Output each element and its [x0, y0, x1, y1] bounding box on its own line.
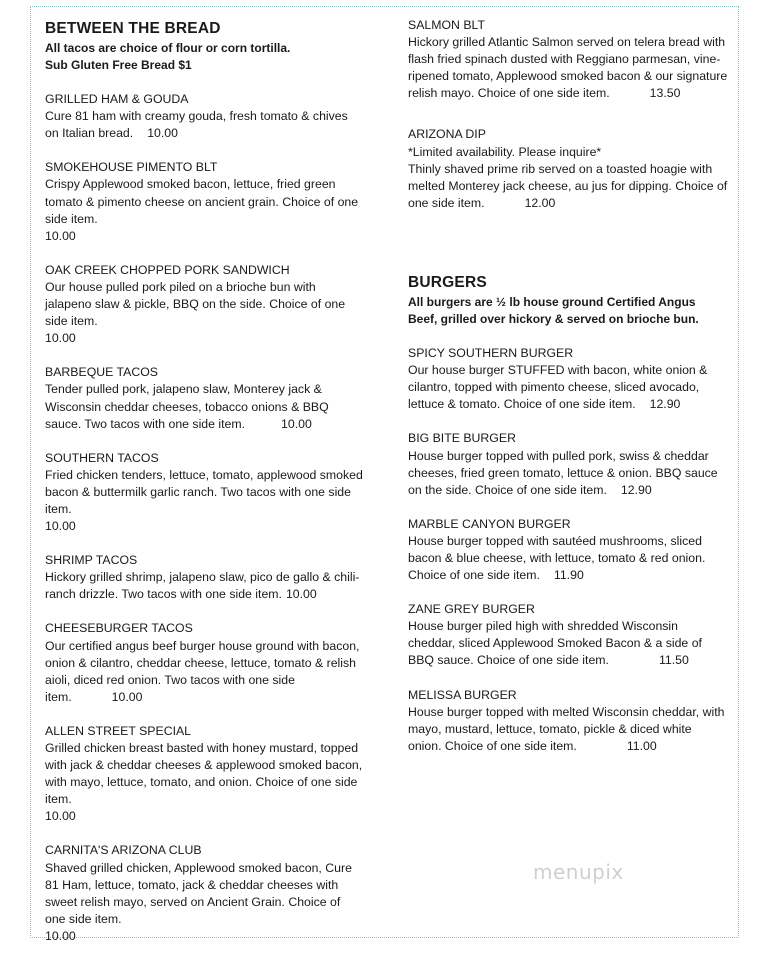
item-desc: Shaved grilled chicken, Applewood smoked bacon, Cure 81 Ham, lettuce, tomato, jack & cheddar cheeses with sweet relish mayo, served on Ancient Grain. Choice of one side item. — [45, 860, 352, 926]
item-name: SALMON BLT — [408, 18, 485, 32]
item-desc: Cure 81 ham with creamy gouda, fresh tomato & chives on Italian bread. — [45, 109, 348, 141]
item-price: 10.00 — [45, 809, 76, 824]
item-note: *Limited availability. Please inquire* — [408, 144, 602, 159]
item-price: 10.00 — [45, 228, 76, 243]
item-name: ALLEN STREET SPECIAL — [45, 723, 192, 738]
item-desc: Hickory grilled Atlantic Salmon served on telera bread with flash fried spinach dusted with Reggiano parmesan, vine-ripened tomato, Applewood smoked bacon & our signature relish mayo. Choice of one side item. — [408, 35, 728, 101]
menu-item — [45, 262, 363, 347]
menu-item — [408, 516, 728, 584]
item-name: SOUTHERN TACOS — [45, 450, 159, 465]
item-price: 12.90 — [649, 397, 681, 412]
section-note: Sub Gluten Free Bread $1 — [45, 58, 192, 73]
item-desc: Crispy Applewood smoked bacon, lettuce, fried green tomato & pimento cheese on ancient grain. Choice of one side item. — [45, 177, 359, 226]
item-price: 10.00 — [45, 519, 76, 534]
item-desc: Hickory grilled shrimp, jalapeno slaw, pico de gallo & chili-ranch drizzle. Two tacos with one side item. — [45, 570, 360, 602]
menu-item — [45, 620, 363, 705]
item-name: SHRIMP TACOS — [45, 553, 138, 568]
item-price: 10.00 — [285, 587, 317, 602]
menu-item — [408, 345, 728, 413]
item-name: OAK CREEK CHOPPED PORK SANDWICH — [45, 262, 290, 277]
item-name: CARNITA'S ARIZONA CLUB — [45, 843, 202, 858]
item-desc: House burger topped with sautéed mushrooms, sliced bacon & blue cheese, with lettuce, tomato & red onion. Choice of one side item. — [408, 533, 706, 583]
item-price: 11.90 — [553, 568, 584, 583]
item-name: SPICY SOUTHERN BURGER — [408, 346, 574, 361]
item-desc: House burger topped with pulled pork, swiss & cheddar cheeses, fried green tomato, lettuce & onion. BBQ sauce on the side. Choice of one side item. — [408, 448, 718, 497]
menu-item — [45, 723, 363, 826]
item-desc: Our certified angus beef burger house ground with bacon, onion & cilantro, cheddar cheese, lettuce, tomato & relish aioli, diced red onion. Two tacos with one side item. — [45, 638, 360, 704]
item-price: 10.00 — [147, 126, 178, 141]
item-name: BIG BITE BURGER — [408, 431, 516, 446]
menu-item — [408, 430, 728, 498]
menu-item — [408, 17, 728, 102]
left-column — [45, 14, 363, 945]
item-name: MARBLE CANYON BURGER — [408, 516, 571, 531]
section-title-between-the-bread: BETWEEN THE BREAD — [45, 20, 221, 37]
menu-item — [45, 842, 363, 945]
item-price: 10.00 — [45, 928, 76, 943]
item-price: 10.00 — [281, 416, 312, 431]
item-price: 13.50 — [649, 86, 681, 101]
item-desc: Thinly shaved prime rib served on a toasted hoagie with melted Monterey jack cheese, au jus for dipping. Choice of one side item. — [408, 161, 728, 210]
item-desc: House burger topped with melted Wisconsin cheddar, with mayo, mustard, lettuce, tomato, pickle & diced white onion. Choice of one side item. — [408, 704, 725, 753]
item-desc: Our house burger STUFFED with bacon, white onion & cilantro, topped with pimento cheese, sliced avocado, lettuce & tomato. Choice of one side item. — [408, 363, 708, 412]
menu-item — [408, 687, 728, 755]
menu-item — [45, 159, 363, 244]
section-title-burgers: BURGERS — [408, 273, 487, 291]
right-column — [408, 5, 728, 755]
menu-item — [45, 364, 363, 432]
item-name: MELISSA BURGER — [408, 687, 517, 702]
item-desc: Our house pulled pork piled on a brioche bun with jalapeno slaw & pickle, BBQ on the side. Choice of one side item. — [45, 279, 346, 329]
item-name: ZANE GREY BURGER — [408, 602, 535, 617]
item-desc: House burger piled high with shredded Wisconsin cheddar, sliced Applewood Smoked Bacon & a side of BBQ sauce. Choice of one side item. — [408, 619, 702, 668]
item-price: 10.00 — [45, 331, 76, 346]
item-desc: Fried chicken tenders, lettuce, tomato, applewood smoked bacon & buttermilk garlic ranch. Two tacos with one side item. — [45, 467, 363, 516]
item-desc: Tender pulled pork, jalapeno slaw, Monterey jack & Wisconsin cheddar cheeses, tobacco onions & BBQ sauce. Two tacos with one side item. — [45, 382, 329, 431]
item-price: 11.50 — [658, 653, 689, 668]
section-note: All tacos are choice of flour or corn tortilla. — [45, 41, 291, 56]
section-note: All burgers are ½ lb house ground Certified Angus Beef, grilled over hickory & served on brioche bun. — [408, 295, 699, 327]
menu-item — [45, 552, 363, 603]
menu-item — [408, 601, 728, 669]
menu-item — [45, 450, 363, 535]
item-name: GRILLED HAM & GOUDA — [45, 92, 189, 107]
item-price: 10.00 — [111, 689, 143, 704]
spacer — [408, 212, 728, 268]
item-name: CHEESEBURGER TACOS — [45, 621, 193, 636]
item-name: BARBEQUE TACOS — [45, 365, 158, 380]
item-name: SMOKEHOUSE PIMENTO BLT — [45, 160, 218, 175]
menu-item — [45, 91, 363, 142]
item-price: 12.90 — [620, 482, 652, 497]
item-price: 11.00 — [626, 738, 657, 753]
item-price: 12.00 — [524, 195, 556, 210]
menu-item — [408, 126, 728, 211]
watermark-logo: menupix — [533, 860, 624, 884]
item-desc: Grilled chicken breast basted with honey mustard, topped with jack & cheddar cheeses & applewood smoked bacon, with mayo, lettuce, tomato, and onion. Choice of one side item. — [45, 741, 363, 807]
item-name: ARIZONA DIP — [408, 127, 486, 142]
